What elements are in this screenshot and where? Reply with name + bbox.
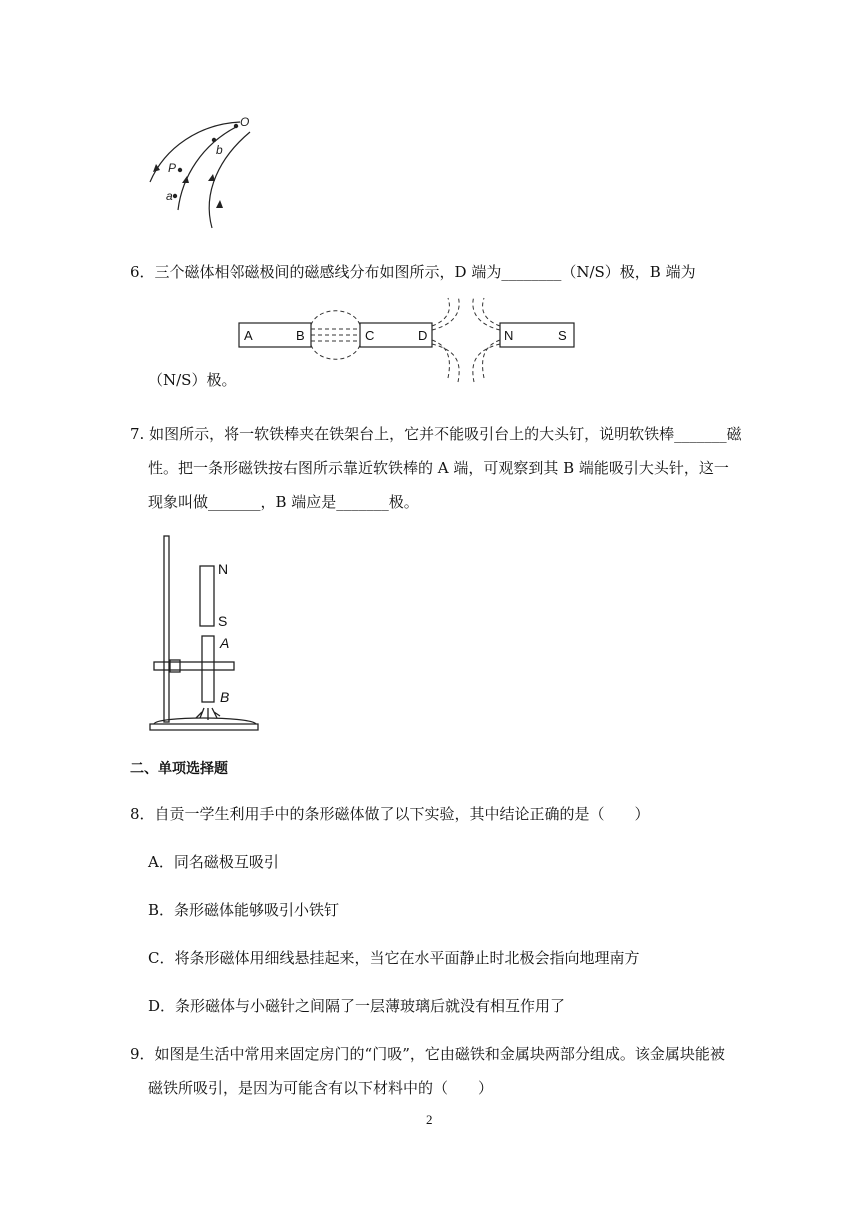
iron-stand-figure (140, 532, 270, 732)
label-N: N (504, 328, 514, 343)
label-D: D (418, 328, 428, 343)
question-6-line2: （N/S）极。 (148, 371, 237, 389)
stand-rod (164, 536, 169, 722)
bar-magnet (200, 566, 214, 626)
label-C: C (365, 328, 375, 343)
label-B: B (296, 328, 305, 343)
question-7-line1: 7. 如图所示，将一软铁棒夹在铁架台上，它并不能吸引台上的大头钉，说明软铁棒_______磁 (130, 425, 742, 443)
label-A: A (220, 635, 230, 651)
question-8-option-d: D．条形磁体与小磁针之间隔了一层薄玻璃后就没有相互作用了 (148, 997, 566, 1015)
question-7-line3: 现象叫做_______，B 端应是_______极。 (148, 493, 419, 511)
question-8-option-b: B．条形磁体能够吸引小铁钉 (148, 901, 340, 919)
label-S: S (218, 613, 228, 629)
label-O: O (240, 115, 250, 129)
question-6-line1: 6．三个磁体相邻磁极间的磁感线分布如图所示，D 端为________（N/S）极，B 端为 (130, 263, 696, 281)
question-7-line2: 性。把一条形磁铁按右图所示靠近软铁棒的 A 端，可观察到其 B 端能吸引大头针，这一 (148, 459, 729, 477)
question-8-option-a: A．同名磁极互吸引 (148, 853, 279, 871)
stand-base (150, 724, 258, 730)
section-heading: 二、单项选择题 (130, 761, 228, 777)
label-P: P (168, 161, 177, 175)
field-line-left (150, 122, 240, 182)
label-a: a (166, 189, 173, 203)
question-8-option-c: C．将条形磁体用细线悬挂起来，当它在水平面静止时北极会指向地理南方 (148, 949, 640, 967)
clamp-arm (154, 662, 234, 670)
question-8-stem: 8．自贡一学生利用手中的条形磁体做了以下实验，其中结论正确的是（ ） (130, 805, 650, 823)
field-lines-figure (140, 112, 270, 232)
soft-iron-rod (202, 636, 214, 702)
label-B: B (220, 689, 230, 705)
label-b: b (216, 143, 223, 157)
label-A: A (244, 328, 253, 343)
question-9-line2: 磁铁所吸引，是因为可能含有以下材料中的（ ） (148, 1079, 494, 1097)
label-S: S (558, 328, 567, 343)
page-number: 2 (426, 1112, 433, 1127)
question-9-line1: 9．如图是生活中常用来固定房门的“门吸”，它由磁铁和金属块两部分组成。该金属块能被 (130, 1045, 725, 1063)
three-magnets-figure (236, 296, 586, 386)
label-N: N (218, 561, 229, 577)
